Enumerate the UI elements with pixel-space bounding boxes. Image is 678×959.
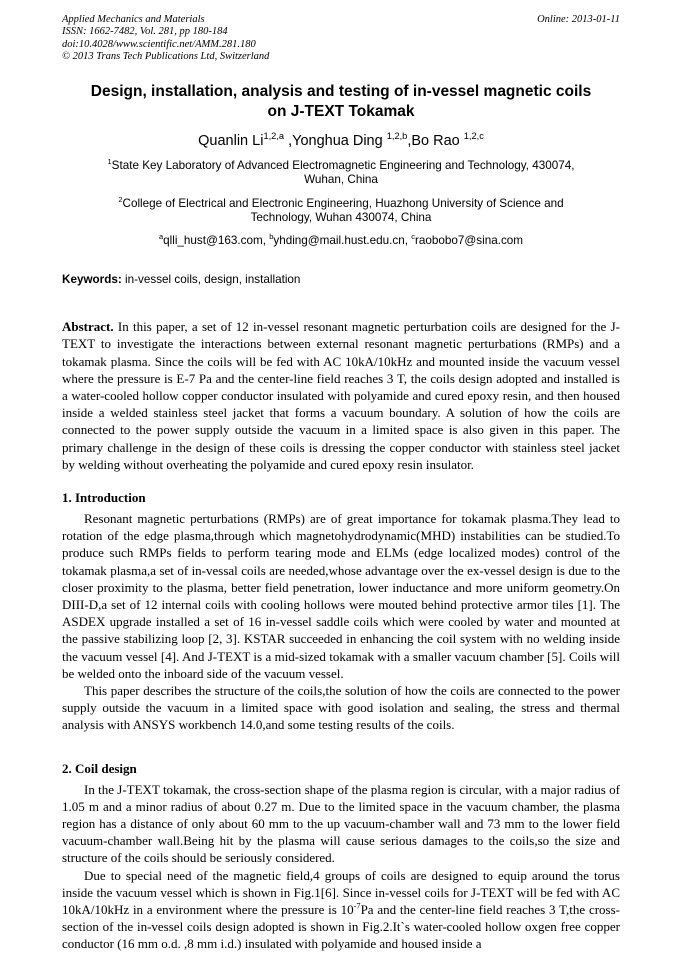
emails-line [62, 231, 620, 249]
affiliation-text: State Key Laboratory of Advanced Electromagnetic Engineering and Technology, 430074, Wuhan, China [111, 158, 575, 187]
coil-design-paragraph-2-text: Due to special need of the magnetic field,4 groups of coils are designed to equip around the torus inside the vacuum vessel which is shown in Fig.1[6]. Since in-vessel coils for J-TEXT will be fed with AC 10kA/10kHz in a environment where the pressure is 10 [62, 867, 620, 918]
affiliation-2 [62, 194, 620, 226]
coil-design-paragraph-2-text: Pa and the center-line field reaches 3 T,the cross-section of the in-vessel coils design adopted is shown in Fig.2.It`s water-cooled hollow oxgen free copper conductor (16 mm o.d. ,8 mm i.d.) insulated with polyamide and housed inside a [62, 902, 620, 952]
issn-line: ISSN: 1662-7482, Vol. 281, pp 180-184 [62, 26, 228, 38]
paper-title-line2: on J-TEXT Tokamak [267, 102, 415, 120]
paper-title [62, 82, 620, 122]
author-superscript: 1,2,c [463, 130, 484, 141]
author-superscript: 1,2,b [386, 130, 408, 141]
author-name: Quanlin Li [198, 132, 264, 149]
intro-paragraph-2: This paper describes the structure of the coils,the solution of how the coils are connected to the power supply outside the vacuum in a limited space with good isolation and sealing, the stress and thermal analysis with ANSYS workbench 14.0,and some testing results of the coils. [62, 682, 620, 733]
page-header [62, 14, 620, 64]
section-heading-coil-design: 2. Coil design [62, 760, 137, 776]
intro-paragraph-1: Resonant magnetic perturbations (RMPs) are of great importance for tokamak plasma.They lead to rotation of the edge plasma,through which magnetohydrodynamic(MHD) instabilities can be studied.To produce such RMPs fields to perform tearing mode and ELMs (edge localized modes) control of the tokamak plasma,a set of in-vessal coils are needed,whose advantage over the ex-vessel design is due to the closer proximity to the plasma, better field penetration, lower inductance and more uniform geometry.On DIII-D,a set of 12 internal coils with cooling hollows were mouted behind protective armor tiles [1]. The ASDEX upgrade installed a set of 16 in-vessel saddle coils which were cooled by water and mounted at the passive stabilizing loop [2, 3]. KSTAR succeeded in enhancing the coil system with no welding inside the vacuum vessel [4]. And J-TEXT is a mid-sized tokamak with a smaller vacuum chamber [5]. Coils will be welded onto the inboard side of the vacuum vessel. [62, 510, 620, 681]
author-superscript: 1,2,a [263, 130, 285, 141]
email-superscript: c [411, 231, 415, 241]
paper-title-line1: Design, installation, analysis and testing of in-vessel magnetic coils [90, 82, 592, 100]
abstract-text: In this paper, a set of 12 in-vessel resonant magnetic perturbation coils are designed for the J-TEXT to investigate the interactions between external resonant magnetic perturbations (RMPs) and a tokamak plasma. Since the coils will be fed with AC 10kA/10kHz and mounted inside the vacuum vessel where the pressure is E-7 Pa and the center-line field reaches 3 T, the coils design adopted and installed is a water-cooled hollow copper conductor insulated with polyamide and cured epoxy resin, and then housed inside a welded stainless steel jacket that forms a vacuum boundary. A solution of how the coils are connected to the power supply outside the vacuum in a limited space is also given in this paper. The primary challenge in the design of these coils is dressing the copper conductor with stainless steel jacket by welding without overheating the polyamide and cured epoxy resin insulator. [62, 319, 620, 472]
authors-line [62, 132, 620, 150]
abstract-label: Abstract. [62, 319, 114, 335]
affiliation-superscript: 2 [118, 194, 123, 204]
affiliation-1 [62, 156, 620, 188]
email-superscript: b [269, 231, 274, 241]
email-superscript: a [158, 231, 164, 241]
keywords-line [62, 273, 620, 287]
journal-title: Applied Mechanics and Materials [62, 14, 205, 25]
email-address: qlli_hust@163.com, [163, 233, 270, 247]
coil-design-paragraph-2 [62, 867, 620, 953]
email-address: raobobo7@sina.com [415, 233, 524, 247]
affiliation-superscript: 1 [107, 156, 112, 166]
abstract-paragraph [62, 318, 620, 473]
keywords-label: Keywords: [62, 273, 122, 287]
copyright-line: © 2013 Trans Tech Publications Ltd, Switzerland [62, 51, 270, 63]
section-heading-introduction: 1. Introduction [62, 489, 146, 505]
author-name: ,Yonghua Ding [284, 132, 387, 149]
keywords-value: in-vessel coils, design, installation [121, 273, 301, 287]
doi-line: doi:10.4028/www.scientific.net/AMM.281.180 [62, 38, 256, 50]
affiliation-text: College of Electrical and Electronic Engineering, Huazhong University of Science and Technology, Wuhan 430074, China [122, 196, 564, 225]
coil-design-paragraph-1: In the J-TEXT tokamak, the cross-section shape of the plasma region is circular, with a major radius of 1.05 m and a minor radius of about 0.27 m. Due to the limited space in the vacuum chamber, the plasma region has a distance of only about 60 mm to the up vacuum-chamber wall and 73 mm to the lower field vacuum-chamber wall.Being hit by the plasma will cause serious damages to the coils,so the size and structure of the coils should be seriously considered. [62, 781, 620, 866]
author-name: ,Bo Rao [407, 132, 464, 149]
journal-info [62, 14, 269, 64]
online-date: Online: 2013-01-11 [537, 14, 620, 25]
email-address: yhding@mail.hust.edu.cn, [273, 233, 412, 247]
pressure-exponent-superscript: -7 [353, 901, 361, 911]
